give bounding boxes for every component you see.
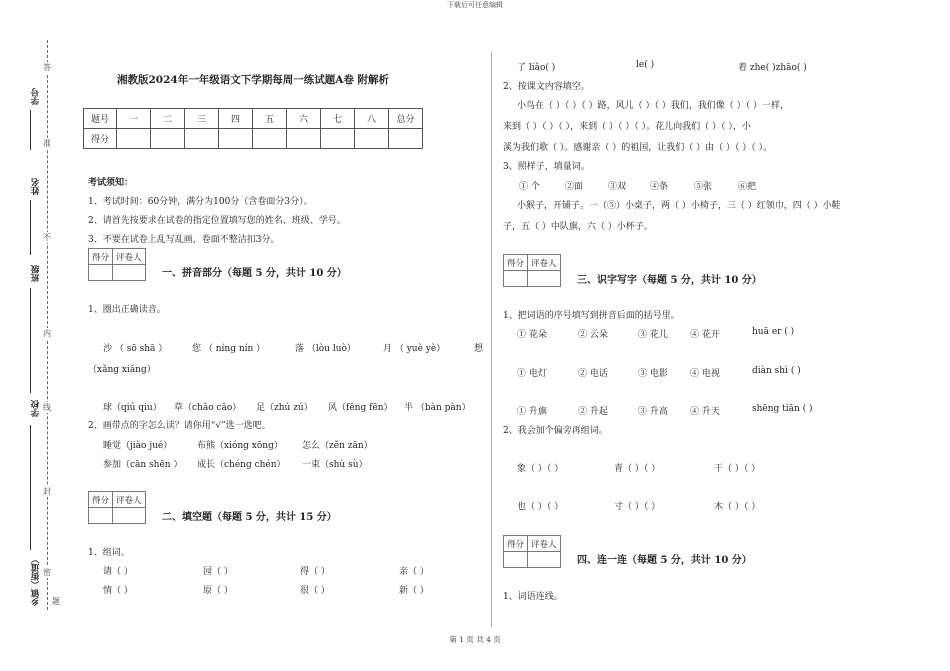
grader-cell[interactable] [504,271,528,287]
word-option: ① 电灯 [517,369,547,379]
margin-field-student-id: 学号 [31,88,41,105]
margin-field-name: 姓名 [31,178,41,195]
blank-line [30,288,31,393]
page-title: 湘教版2024年一年级语文下学期每周一练试题A卷 附解析 [117,74,390,86]
word-option: ② 升起 [578,407,608,417]
section-title-literacy: 三、识字写字（每题 5 分，共计 10 分） [577,275,762,286]
score-header: 二 [151,109,185,129]
grader-cell[interactable] [89,508,113,524]
score-cell[interactable] [355,129,389,149]
margin-mark: 内 [43,329,51,338]
pinyin-choice[interactable]: 草（chǎo cǎo） [174,403,242,413]
section-title-fill-blank: 二、填空题（每题 5 分，共计 15 分） [162,512,337,523]
radical-blank[interactable]: 象（ ）（ ） [517,464,564,474]
word-option: ① 花朵 [517,330,547,340]
score-header: 六 [287,109,321,129]
option: ②面 [565,182,584,192]
word-option: ② 云朵 [578,330,608,340]
word-blank[interactable]: 得（ ） [300,567,330,577]
word-option: ④ 电视 [690,369,720,379]
seal-line [47,40,48,610]
margin-mark: 答 [43,63,51,72]
margin-mark: 题 [52,597,60,606]
notice-item: 3、不要在试卷上乱写乱画，卷面不整洁扣3分。 [88,235,280,245]
score-cell[interactable] [253,129,287,149]
word-blank[interactable]: 很（ ） [300,586,330,596]
grader-box [503,254,561,287]
margin-mark: 准 [43,139,51,148]
score-header: 八 [355,109,389,129]
passage-line[interactable]: 来到（ ）（ ）（ ），来到（ ）（ ）（ ）。花儿向我们（ ）（ ），小 [503,122,751,132]
notice-item: 1、考试时间：60分钟，满分为100分（含卷面分3分）。 [88,197,313,207]
grader-score-label: 得分 [504,536,528,552]
word-option: ④ 花开 [690,330,720,340]
score-header: 三 [185,109,219,129]
pinyin-choice[interactable]: 想 [474,344,484,354]
grader-reviewer-label: 评卷人 [113,492,146,508]
polyphone-blank[interactable]: 着 zhe( )zhāo( ) [738,63,807,73]
grader-score-label: 得分 [89,249,113,265]
score-cell[interactable] [151,129,185,149]
radical-blank[interactable]: 木（ ）（ ） [714,502,761,512]
score-header: 五 [253,109,287,129]
pinyin-choice[interactable]: 球（qiú qiu） [103,403,162,413]
score-cell[interactable] [219,129,253,149]
grader-cell[interactable] [113,508,146,524]
pinyin-choice[interactable]: 足（zhú zú） [256,403,313,413]
pinyin-choice[interactable]: 半 （bàn pàn） [404,403,471,413]
section-title-matching: 四、连一连（每题 5 分，共计 10 分） [577,555,752,566]
word-option: ③ 电影 [638,369,668,379]
word-option: ① 升旗 [517,407,547,417]
pinyin-choice[interactable]: 一束（shù sù） [302,460,368,470]
radical-blank[interactable]: 寸（ ）（ ） [614,502,661,512]
word-blank[interactable]: 新（ ） [399,586,429,596]
grader-reviewer-label: 评卷人 [528,255,561,271]
margin-field-township: 乡镇（街道） [31,555,41,606]
pinyin-choice[interactable]: 您 （ níng nín ） [192,344,266,354]
section-title-pinyin: 一、拼音部分（每题 5 分，共计 10 分） [162,268,347,279]
blank-line [30,110,31,150]
grader-cell[interactable] [528,552,561,568]
pinyin-choice[interactable]: 沙 （ sō shā ） [103,344,168,354]
pinyin-choice[interactable]: 怎么（zěn zān） [302,441,373,451]
grader-box [88,248,146,281]
word-blank[interactable]: 情（ ） [103,586,133,596]
pinyin-choice[interactable]: 睡觉（jiào jué） [103,441,173,451]
margin-field-class: 班级 [31,265,41,282]
word-option: ② 电话 [578,369,608,379]
pinyin-choice[interactable]: 落 （lòu luò） [295,344,356,354]
word-blank[interactable]: 亲（ ） [399,567,429,577]
grader-reviewer-label: 评卷人 [528,536,561,552]
word-option: ③ 升高 [638,407,668,417]
margin-field-school: 学校 [31,400,41,417]
option: ① 个 [519,182,540,192]
pinyin-answer-blank[interactable]: huā er ( ) [752,327,795,337]
grader-cell[interactable] [113,265,146,281]
radical-blank[interactable]: 干（ ）（ ） [714,464,761,474]
notice-title: 考试须知： [88,178,134,188]
word-option: ③ 花儿 [638,330,668,340]
word-option: ④ 升天 [690,407,720,417]
score-header: 一 [117,109,151,129]
score-cell[interactable] [287,129,321,149]
question-2: 2、画带点的字怎么读？请你用“√”选一选吧。 [88,421,271,431]
option: ⑥把 [738,182,757,192]
score-cell[interactable] [185,129,219,149]
pinyin-choice[interactable]: 成长（chéng chén） [197,460,286,470]
pinyin-answer-blank[interactable]: diàn shì ( ) [752,366,801,376]
question-1: 1、把词语的序号填写到拼音后面的括号里。 [503,311,680,321]
pinyin-choice[interactable]: （xǎng xiǎng） [88,365,156,375]
passage-line[interactable]: 小鸟在（ ）（ ）（ ）路，风儿（ ）（ ）我们，我们像（ ）（ ）一样， [517,101,790,111]
pinyin-answer-blank[interactable]: shēng tiān ( ) [752,404,813,414]
score-header: 总分 [389,109,423,129]
question-1: 1、圈出正确读音。 [88,305,166,315]
page-footer: 第 1 页 共 4 页 [449,635,501,644]
passage-line[interactable]: 小猴子，开铺子。一（⑤）小桌子，两（ ）小椅子，三（ ）红领巾，四（ ）小鞋 [517,201,841,211]
notice-item: 2、请首先按要求在试卷的指定位置填写您的姓名、班级、学号。 [88,216,346,226]
blank-line [30,200,31,255]
blank-line [30,425,31,550]
grader-score-label: 得分 [89,492,113,508]
question-1: 1、词语连线。 [503,592,563,602]
question-3: 3、照样子，填量词。 [503,162,590,172]
option: ⑤张 [694,182,713,192]
pinyin-choice[interactable]: 风（fēng fēn） [328,403,393,413]
question-2: 2、按课文内容填空。 [503,82,590,92]
grader-cell[interactable] [528,271,561,287]
radical-blank[interactable]: 也（ ）（ ） [517,502,564,512]
polyphone-blank[interactable]: le( ) [636,60,655,70]
passage-line[interactable]: 子，五（ ）中队旗，六（ ）小杯子。 [503,222,653,232]
score-cell[interactable] [117,129,151,149]
margin-mark: 密 [43,568,51,577]
score-header: 四 [219,109,253,129]
grader-cell[interactable] [504,552,528,568]
polyphone-blank[interactable]: 了 liǎo( ) [517,63,556,73]
option: ③双 [608,182,627,192]
score-header: 七 [321,109,355,129]
margin-mark: 封 [43,487,51,496]
question-2: 2、我会加个偏旁再组词。 [503,426,608,436]
word-blank[interactable]: 园（ ） [203,567,233,577]
grader-box [88,491,146,524]
grader-score-label: 得分 [504,255,528,271]
score-header: 题号 [84,109,117,129]
grader-reviewer-label: 评卷人 [113,249,146,265]
pinyin-choice[interactable]: 参加（cān shēn ） [103,460,183,470]
margin-mark: 线 [43,403,51,412]
score-cell[interactable] [389,129,423,149]
margin-mark: 不 [43,233,51,242]
grader-cell[interactable] [89,265,113,281]
word-blank[interactable]: 原（ ） [203,586,233,596]
grader-box [503,535,561,568]
radical-blank[interactable]: 青（ ）（ ） [614,464,661,474]
score-table [83,108,423,149]
column-divider [491,52,492,627]
score-row-label: 得分 [84,129,117,149]
score-cell[interactable] [321,129,355,149]
pinyin-choice[interactable]: 月 （ yuè yè） [383,344,446,354]
pinyin-choice[interactable]: 布熊（xióng xōng） [197,441,283,451]
word-blank[interactable]: 请（ ） [103,567,133,577]
option: ④条 [650,182,669,192]
header-note: 下载后可任意编辑 [447,1,503,9]
passage-line[interactable]: 溪为我们歌（ ）。感谢亲（ ）的祖国，让我们（ ）由（ ）（ ）（ ）。 [503,143,773,153]
question-1: 1、组词。 [88,548,130,558]
